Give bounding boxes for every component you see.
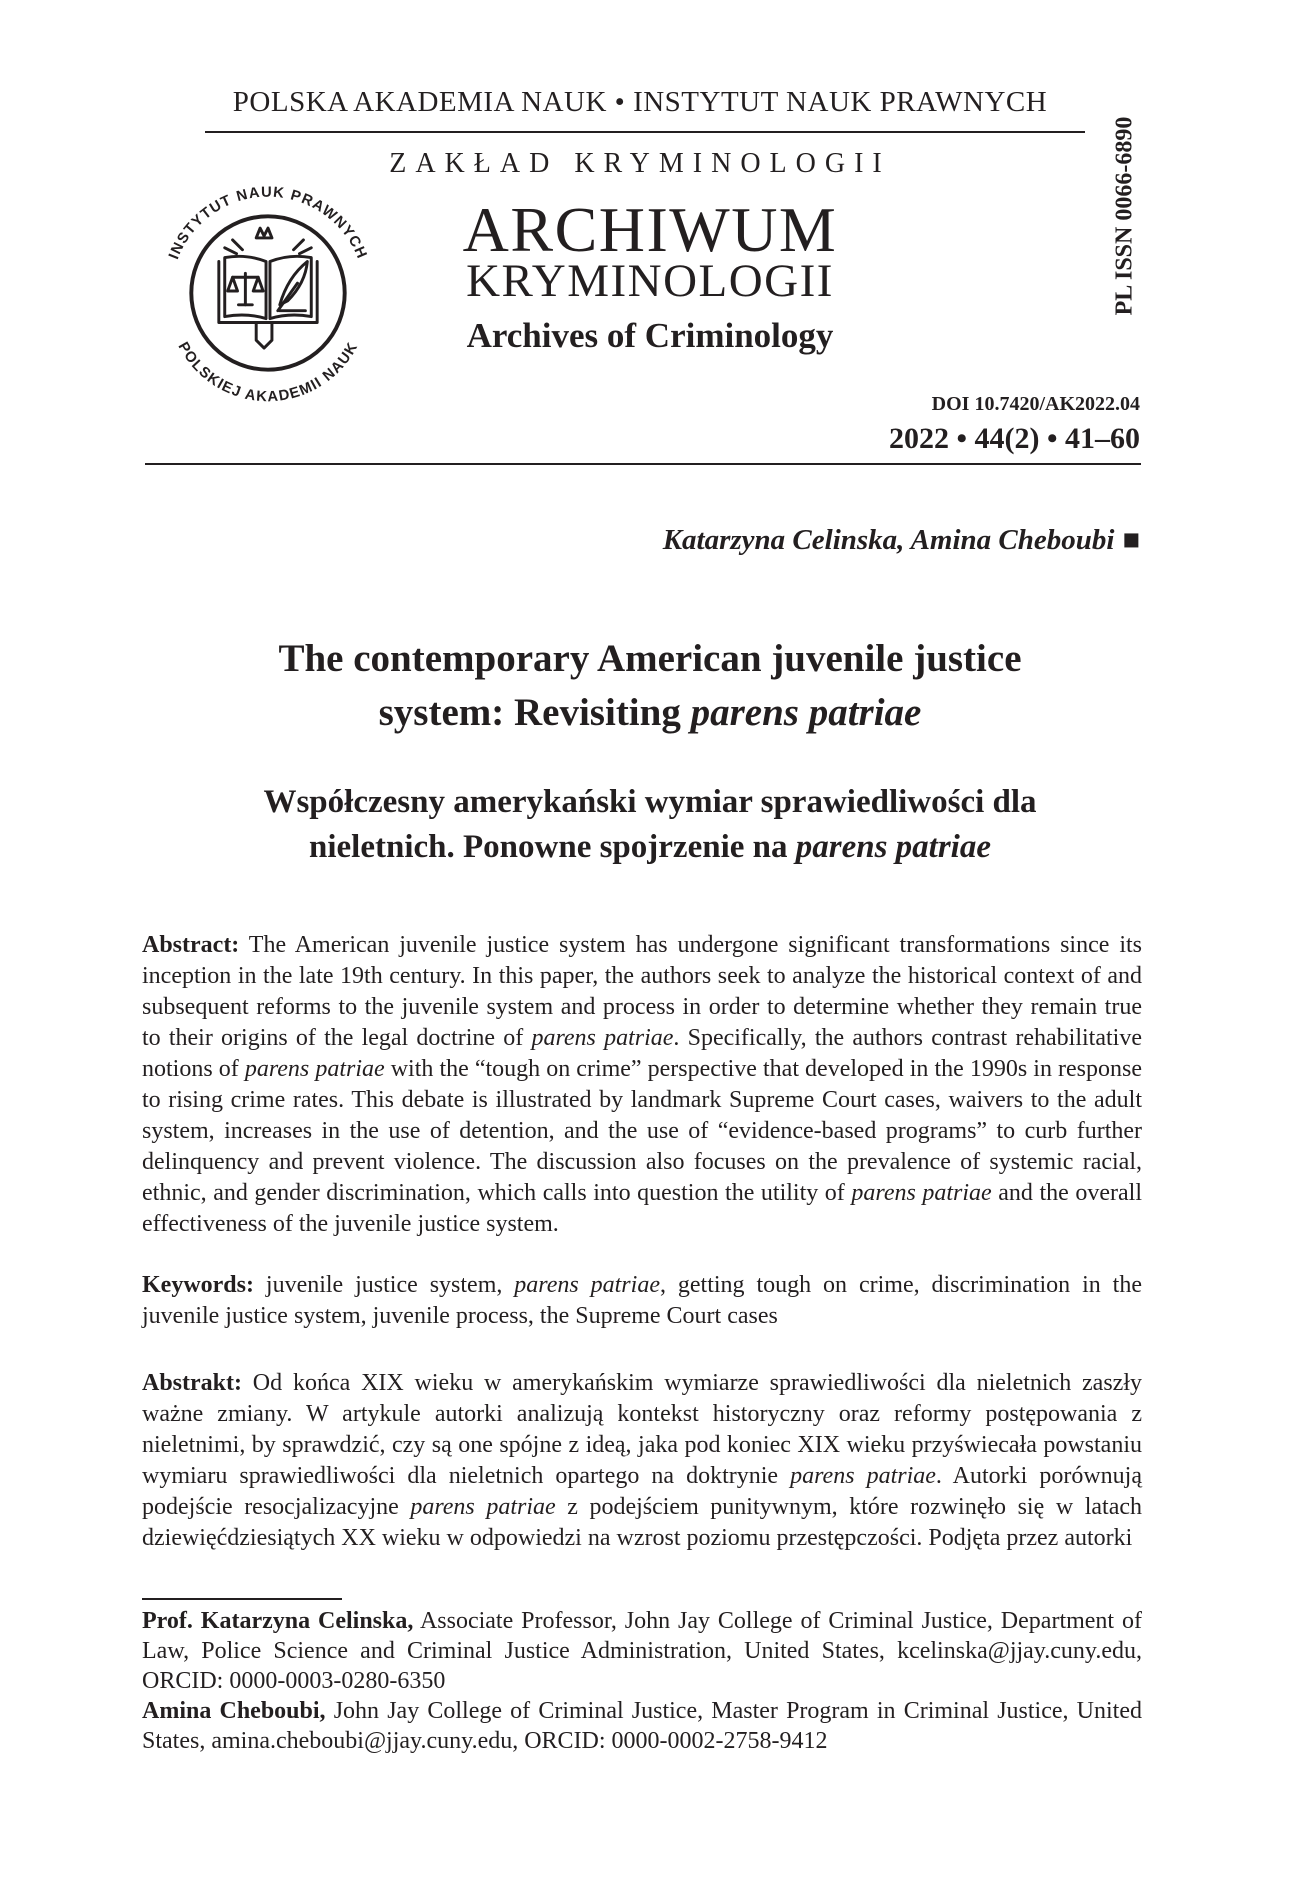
footnote-rule — [142, 1598, 342, 1600]
seal-ring-bottom-text: POLSKIEJ AKADEMII NAUK — [174, 339, 362, 406]
author-marker-icon: ■ — [1122, 524, 1140, 556]
footnote-author1-name: Prof. Katarzyna Celinska, — [142, 1608, 414, 1634]
keywords-label: Keywords: — [142, 1272, 254, 1298]
abstract-en-term: parens patriae — [244, 1056, 385, 1082]
article-title-pl-prefix: nieletnich. Ponowne spojrzenie na — [309, 828, 796, 865]
department-name: ZAKŁAD KRYMINOLOGII — [389, 148, 891, 179]
issn-container — [1105, 96, 1145, 336]
journal-title-line1: ARCHIWUM — [462, 194, 838, 265]
svg-text:INSTYTUT NAUK PRAWNYCH — [166, 185, 370, 262]
article-title-pl — [150, 780, 1150, 870]
article-title-en-italic: parens patriae — [690, 690, 922, 734]
journal-title-line2: KRYMINOLOGII — [466, 255, 834, 307]
author-names: Katarzyna Celinska, Amina Cheboubi — [662, 524, 1115, 556]
open-book-scales-quill-icon — [219, 228, 317, 348]
abstract-en-term: parens patriae — [851, 1180, 992, 1206]
article-title-pl-line2 — [150, 825, 1150, 870]
keywords-text: juvenile justice system, — [253, 1272, 515, 1298]
issn-label: PL ISSN 0066-6890 — [1111, 116, 1138, 316]
footnote-author2-name: Amina Cheboubi, — [142, 1698, 326, 1724]
abstract-pl-term: parens patriae — [410, 1494, 556, 1520]
footnote-author2-text: John Jay College of Criminal Justice, Master Program in Criminal Justice, United States, amina.cheboubi@jjay.cuny.edu, ORCID: 0000-0002-2758-9412 — [142, 1698, 1142, 1754]
seal-ring-top-text: INSTYTUT NAUK PRAWNYCH — [166, 184, 370, 262]
abstract-en-text: and the overall effectiveness of the juvenile justice system. — [142, 1180, 1143, 1237]
author-footnotes — [142, 1606, 1142, 1756]
abstract-en-term: parens patriae — [531, 1025, 674, 1051]
abstract-en-text: . Specifically, the authors contrast rehabilitative notions of — [142, 1025, 1142, 1082]
abstract-en-text: The American juvenile justice system has undergone significant transformations since its inception in the late 19th century. In this paper, the authors seek to analyze the historical context of and subsequent reforms to the juvenile system and process in order to determine whether they remain true to their origins of the legal doctrine of — [142, 932, 1142, 1051]
volume-pages: 2022 • 44(2) • 41–60 — [889, 422, 1140, 455]
abstract-pl-term: parens patriae — [790, 1463, 936, 1489]
article-authors — [663, 524, 1140, 557]
footnote-author1-text: Associate Professor, John Jay College of Criminal Justice, Department of Law, Police Science and Criminal Justice Administration, United States, kcelinska@jjay.cuny.edu, ORCID: 0000-0003-0280-6350 — [142, 1608, 1142, 1694]
abstract-pl-text: Od końca XIX wieku w amerykańskim wymiarze sprawiedliwości dla nieletnich zaszły ważne zmiany. W artykule autorki analizują kontekst historyczny oraz reformy postępowania z nieletnimi, by sprawdzić, czy są one spójne z ideą, jaka pod koniec XIX wieku przyświecała powstaniu wymiaru sprawiedliwości dla nieletnich opartego na doktrynie — [142, 1370, 1142, 1489]
abstract-pl-text: . Autorki porównują podejście resocjalizacyjne — [142, 1463, 1142, 1520]
article-title-en-line2 — [150, 686, 1150, 740]
article-title-en — [150, 632, 1150, 740]
keywords-text: , getting tough on crime, discrimination in the juvenile justice system, juvenile process, the Supreme Court cases — [142, 1272, 1142, 1329]
keywords-term: parens patriae — [514, 1272, 660, 1298]
svg-text:POLSKIEJ AKADEMII NAUK — [175, 340, 362, 406]
abstract-pl-label: Abstrakt: — [142, 1370, 242, 1396]
article-title-pl-italic: parens patriae — [795, 828, 991, 865]
masthead-rule — [145, 463, 1141, 465]
header-rule — [205, 131, 1085, 133]
abstract-pl — [142, 1368, 1142, 1554]
journal-title-english: Archives of Criminology — [466, 316, 834, 355]
publisher-line: POLSKA AKADEMIA NAUK • INSTYTUT NAUK PRAWNYCH — [232, 86, 1048, 118]
abstract-en-label: Abstract: — [142, 932, 240, 958]
footnote-author1 — [142, 1606, 1142, 1696]
institute-seal-logo — [150, 175, 386, 411]
abstract-en-text: with the “tough on crime” perspective that developed in the 1990s in response to rising crime rates. This debate is illustrated by landmark Supreme Court cases, waivers to the adult system, increases in the use of detention, and the use of “evidence-based programs” to curb further delinquency and prevent violence. The discussion also focuses on the prevalence of systemic racial, ethnic, and gender discrimination, which calls into question the utility of — [142, 1056, 1142, 1206]
abstract-pl-text: z podejściem punitywnym, które rozwinęło się w latach dziewięćdziesiątych XX wieku w odpowiedzi na wzrost poziomu przestępczości. Podjęta przez autorki — [142, 1494, 1143, 1551]
abstract-en — [142, 930, 1142, 1240]
footnote-author2 — [142, 1696, 1142, 1756]
article-title-en-prefix: system: Revisiting — [378, 690, 691, 734]
article-title-en-line1: The contemporary American juvenile justice — [278, 637, 1022, 680]
keywords — [142, 1270, 1142, 1332]
doi-label: DOI 10.7420/AK2022.04 — [931, 393, 1140, 415]
article-title-pl-line1: Współczesny amerykański wymiar sprawiedliwości dla — [263, 784, 1037, 820]
